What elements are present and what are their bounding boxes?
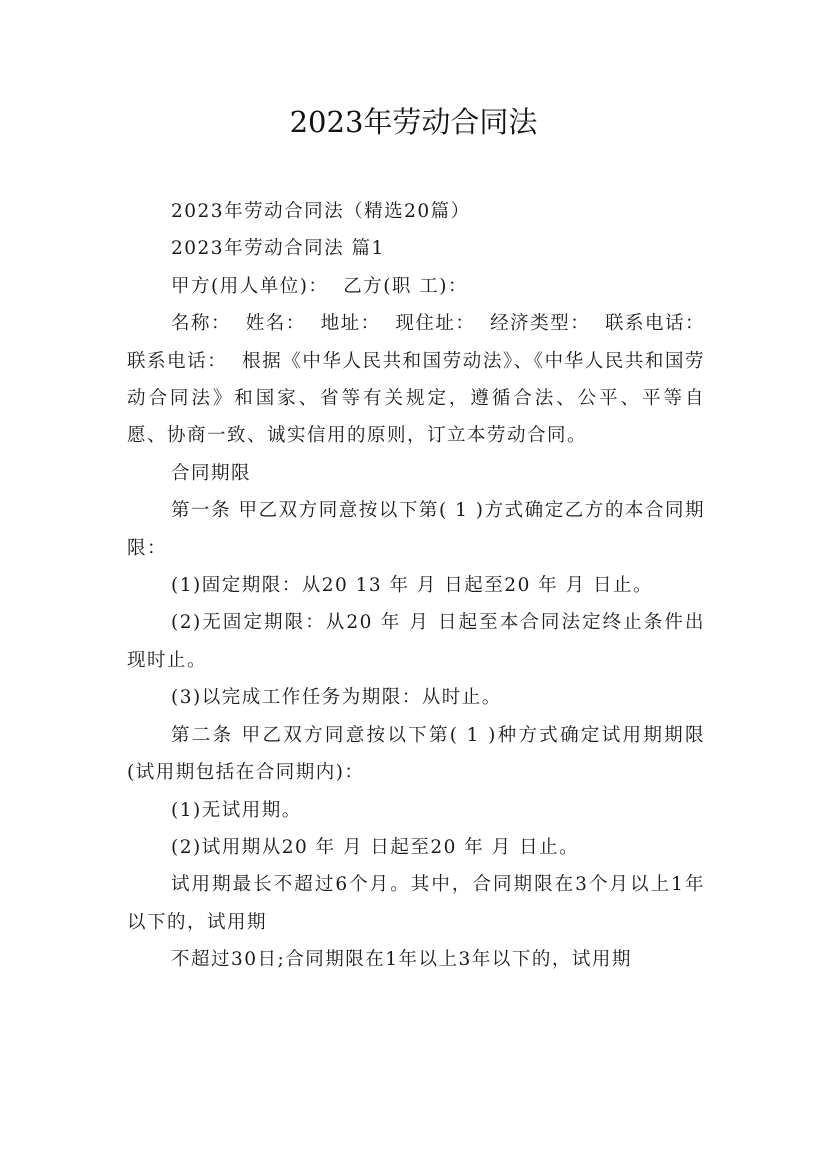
- paragraph-contract-term-heading: 合同期限: [171, 462, 252, 484]
- document-title: 2023年劳动合同法: [289, 105, 538, 139]
- paragraph-no-probation: (1)无试用期。: [171, 799, 302, 821]
- paragraph-term-fixed: (1)固定期限：从20 13 年 月 日起至20 年 月 日止。: [171, 575, 653, 597]
- paragraph-article-1: 第一条 甲乙双方同意按以下第( 1 )方式确定乙方的本合同期限：: [127, 500, 705, 559]
- paragraph-preamble: 名称： 姓名： 地址： 现住址： 经济类型： 联系电话： 联系电话： 根据《中华人民共和国劳动法》、《中华人民共和国劳动合同法》和国家、省等有关规定，遵循合法、公平、平等自愿、协商一致、诚实信用的原则，订立本劳动合同。: [127, 313, 720, 447]
- paragraph-subtitle: 2023年劳动合同法（精选20篇）: [171, 201, 471, 222]
- paragraph-probation-limit-cont: 不超过30日;合同期限在1年以上3年以下的，试用期: [171, 949, 632, 971]
- paragraph-probation-limit: 试用期最长不超过6个月。其中，合同期限在3个月以上1年以下的，试用期: [127, 874, 705, 933]
- document-body: [127, 193, 720, 979]
- paragraph-parties: 甲方(用人单位)： 乙方(职 工)：: [171, 275, 469, 297]
- paragraph-section-heading: 2023年劳动合同法 篇1: [171, 238, 385, 260]
- paragraph-probation-period: (2)试用期从20 年 月 日起至20 年 月 日止。: [171, 836, 580, 858]
- paragraph-term-open: (2)无固定期限：从20 年 月 日起至本合同法定终止条件出现时止。: [127, 612, 705, 671]
- paragraph-article-2: 第二条 甲乙双方同意按以下第( 1 )种方式确定试用期期限(试用期包括在合同期内)：: [127, 724, 705, 784]
- paragraph-term-task: (3)以完成工作任务为期限：从时止。: [171, 687, 502, 709]
